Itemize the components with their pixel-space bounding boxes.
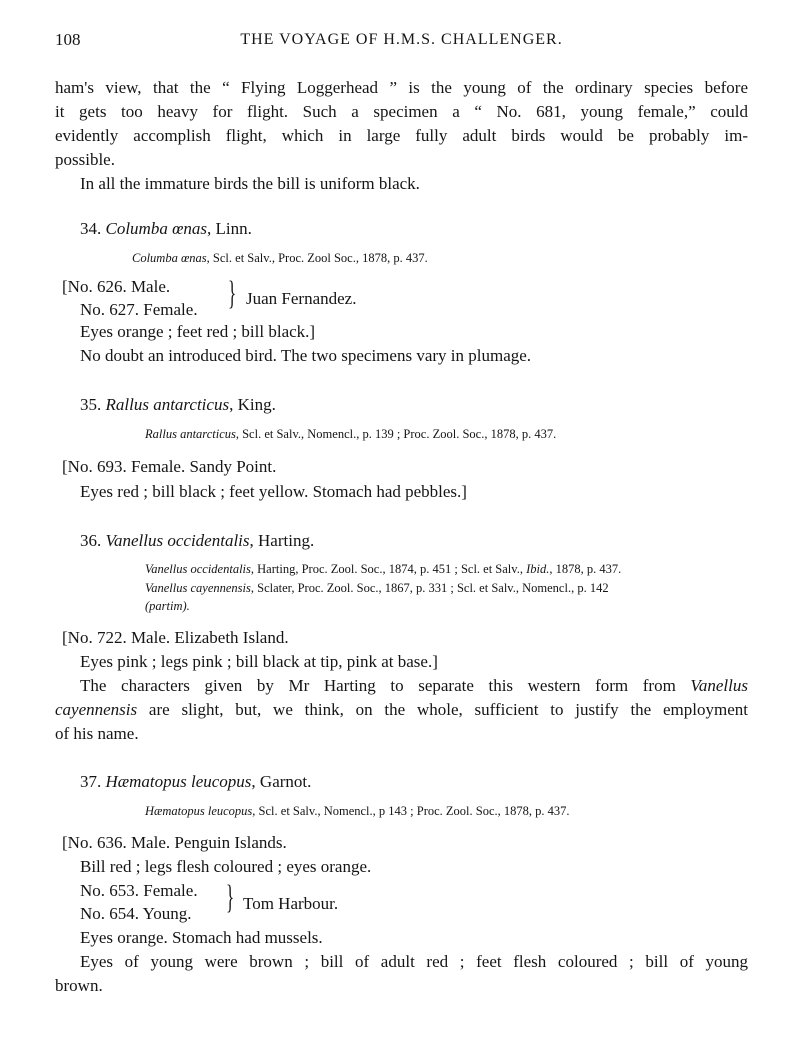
species-heading-35: 35. Rallus antarcticus, King. (80, 395, 276, 414)
species-note: The characters given by Mr Harting to separate this western form from Vanellus (80, 676, 748, 695)
species-reference: Vanellus cayennensis, Sclater, Proc. Zool. Soc., 1867, p. 331 ; Scl. et Salv., Nomencl., p. 142 (145, 581, 609, 595)
bill-note: In all the immature birds the bill is uniform black. (80, 174, 420, 193)
species-reference: Hæmatopus leucopus, Scl. et Salv., Nomencl., p 143 ; Proc. Zool. Soc., 1878, p. 437. (145, 804, 570, 818)
specimen-record: No. 654. Young. (80, 904, 192, 923)
page-header (55, 30, 748, 56)
brace: } (228, 275, 237, 312)
species-reference: Rallus antarcticus, Scl. et Salv., Nomencl., p. 139 ; Proc. Zool. Soc., 1878, p. 437. (145, 427, 557, 441)
species-heading-34: 34. Columba œnas, Linn. (80, 219, 252, 238)
intro-line: possible. (55, 150, 115, 169)
species-note: No doubt an introduced bird. The two specimens vary in plumage. (80, 346, 532, 365)
intro-line: evidently accomplish flight, which in large fully adult birds would be probably im- (55, 126, 748, 145)
intro-line: ham's view, that the “ Flying Loggerhead ” is the young of the ordinary species before (55, 78, 748, 97)
species-note: cayennensis are slight, but, we think, on the whole, sufficient to justify the employment (55, 700, 748, 719)
species-note: of his name. (55, 724, 139, 743)
species-note: Eyes of young were brown ; bill of adult red ; feet flesh coloured ; bill of young (80, 952, 748, 971)
running-title: THE VOYAGE OF H.M.S. CHALLENGER. (240, 31, 563, 48)
specimen-note: Eyes orange. Stomach had mussels. (80, 928, 323, 947)
species-note: brown. (55, 976, 103, 995)
specimen-note: Bill red ; legs flesh coloured ; eyes orange. (80, 857, 372, 876)
species-reference: Vanellus occidentalis, Harting, Proc. Zool. Soc., 1874, p. 451 ; Scl. et Salv., Ibid., 1878, p. 437. (145, 562, 622, 576)
specimen-note: Eyes red ; bill black ; feet yellow. Stomach had pebbles.] (80, 482, 467, 501)
specimen-note: Eyes pink ; legs pink ; bill black at tip, pink at base.] (80, 652, 438, 671)
species-reference-cont: (partim). (145, 599, 190, 613)
species-heading-37: 37. Hæmatopus leucopus, Garnot. (80, 772, 312, 791)
intro-line: it gets too heavy for flight. Such a specimen a “ No. 681, young female,” could (55, 102, 748, 121)
species-heading-36: 36. Vanellus occidentalis, Harting. (80, 531, 315, 550)
brace: } (226, 879, 235, 916)
locality: Tom Harbour. (243, 894, 339, 913)
specimen-note: Eyes orange ; feet red ; bill black.] (80, 322, 316, 341)
specimen-record: No. 627. Female. (80, 300, 198, 319)
specimen-record: No. 653. Female. (80, 881, 198, 900)
specimen-record: [No. 636. Male. Penguin Islands. (62, 833, 287, 852)
page-number: 108 (55, 30, 81, 49)
specimen-record: [No. 722. Male. Elizabeth Island. (62, 628, 289, 647)
locality: Juan Fernandez. (246, 289, 357, 308)
species-reference: Columba œnas, Scl. et Salv., Proc. Zool Soc., 1878, p. 437. (132, 251, 428, 265)
specimen-record: [No. 693. Female. Sandy Point. (62, 457, 277, 476)
specimen-record: [No. 626. Male. (62, 277, 171, 296)
